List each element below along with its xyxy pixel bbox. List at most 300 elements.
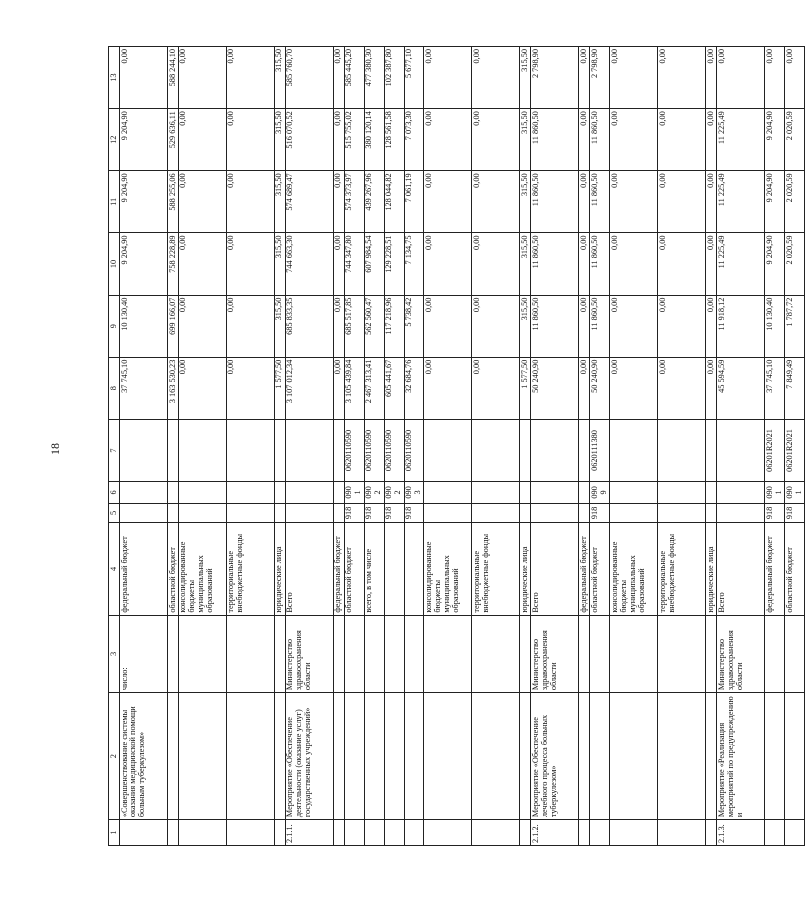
table-cell: 0,00	[226, 171, 274, 233]
table-cell	[404, 693, 424, 820]
table-cell: областной бюджет	[590, 523, 610, 616]
table-cell	[472, 820, 520, 846]
table-cell	[226, 419, 274, 481]
table-cell	[178, 503, 226, 522]
table-cell: территориальные внебюджетные фонды	[658, 523, 706, 616]
table-cell	[706, 503, 717, 522]
table-row	[168, 47, 179, 846]
table-cell: 0,00	[333, 233, 344, 295]
table-cell: 0902	[364, 482, 384, 504]
table-cell: 0903	[404, 482, 424, 504]
table-cell	[706, 693, 717, 820]
table-cell: 1 577,50	[520, 357, 531, 419]
table-cell: 0,00	[424, 171, 472, 233]
table-cell	[274, 693, 285, 820]
table-row	[364, 47, 384, 846]
table-cell	[424, 820, 472, 846]
table-row	[658, 47, 706, 846]
table-cell: 11 860,50	[590, 171, 610, 233]
table-cell: 0909	[590, 482, 610, 504]
table-cell: 0,00	[610, 233, 658, 295]
table-cell: 0,00	[579, 295, 590, 357]
table-cell: областной бюджет	[344, 523, 364, 616]
table-cell	[590, 693, 610, 820]
table-cell	[384, 820, 404, 846]
table-row	[344, 47, 364, 846]
table-cell: 315,50	[274, 171, 285, 233]
table-cell: 0,00	[226, 233, 274, 295]
table-cell	[610, 615, 658, 693]
table-cell: областной бюджет	[168, 523, 179, 616]
header-cell: 3	[109, 615, 120, 693]
table-cell: 2 020,59	[785, 171, 805, 233]
table-cell	[472, 615, 520, 693]
table-cell	[706, 419, 717, 481]
table-cell: областной бюджет	[785, 523, 805, 616]
table-cell: 574 689,47	[285, 171, 333, 233]
table-cell	[344, 693, 364, 820]
table-cell: территориальные внебюджетные фонды	[226, 523, 274, 616]
table-cell	[424, 615, 472, 693]
table-cell: 128 044,82	[384, 171, 404, 233]
table-cell: 2 020,59	[785, 233, 805, 295]
table-cell: 529 636,11	[168, 109, 179, 171]
table-cell: 11 860,50	[590, 109, 610, 171]
table-cell: 50 240,90	[590, 357, 610, 419]
table-cell: 588 244,10	[168, 47, 179, 109]
table-cell: 0,00	[785, 47, 805, 109]
table-cell: «Совершенствование системы оказания медицинской помощи больным туберкулезом»	[120, 693, 168, 820]
table-cell	[178, 693, 226, 820]
table-cell	[178, 419, 226, 481]
table-cell: 0902	[384, 482, 404, 504]
table-row	[610, 47, 658, 846]
table-cell	[226, 615, 274, 693]
table-cell: 0,00	[226, 357, 274, 419]
table-cell	[785, 820, 805, 846]
table-cell: 315,50	[274, 109, 285, 171]
table-cell: 2.1.1.	[285, 820, 333, 846]
table-cell: 315,50	[274, 295, 285, 357]
table-cell: 0,00	[658, 233, 706, 295]
table-cell: 0,00	[706, 109, 717, 171]
table-cell: 0,00	[706, 233, 717, 295]
table-cell	[520, 820, 531, 846]
table-cell	[178, 482, 226, 504]
table-cell: 11 225,49	[717, 171, 765, 233]
table-cell	[765, 615, 785, 693]
table-cell: 918	[765, 503, 785, 522]
table-cell: 0,00	[424, 233, 472, 295]
table-cell: 3 107 012,34	[285, 357, 333, 419]
table-cell: юридические лица	[706, 523, 717, 616]
table-row	[785, 47, 805, 846]
table-cell: Всего	[285, 523, 333, 616]
table-cell: 0901	[765, 482, 785, 504]
table-cell: 10 130,40	[765, 295, 785, 357]
table-cell	[472, 482, 520, 504]
table-cell: 0620111380	[590, 419, 610, 481]
table-cell: 918	[785, 503, 805, 522]
table-cell	[658, 820, 706, 846]
table-cell	[404, 820, 424, 846]
table-row	[706, 47, 717, 846]
table-cell	[706, 482, 717, 504]
table-cell: 5 677,10	[404, 47, 424, 109]
table-cell	[120, 482, 168, 504]
header-cell: 7	[109, 419, 120, 481]
table-cell	[168, 820, 179, 846]
table-cell	[274, 503, 285, 522]
table-cell: 0,00	[178, 357, 226, 419]
header-cell: 13	[109, 47, 120, 109]
table-cell: 1 577,50	[274, 357, 285, 419]
table-cell: 37 745,10	[765, 357, 785, 419]
table-cell	[226, 693, 274, 820]
table-cell: 1 787,72	[785, 295, 805, 357]
table-cell: 744 347,80	[344, 233, 364, 295]
table-cell: 477 380,30	[364, 47, 384, 109]
table-cell: 129 228,51	[384, 233, 404, 295]
table-cell	[658, 419, 706, 481]
table-cell	[344, 820, 364, 846]
table-cell: 607 984,54	[364, 233, 384, 295]
table-cell: юридические лица	[520, 523, 531, 616]
table-row	[765, 47, 785, 846]
table-cell: 2 467 313,41	[364, 357, 384, 419]
table-cell: 0,00	[472, 47, 520, 109]
table-cell: 3 163 530,23	[168, 357, 179, 419]
table-cell: 0,00	[658, 171, 706, 233]
table-cell: 515 755,02	[344, 109, 364, 171]
table-cell	[226, 482, 274, 504]
table-row	[404, 47, 424, 846]
table-cell: 2.1.2.	[531, 820, 579, 846]
table-cell: число:	[120, 615, 168, 693]
table-cell: 0,00	[424, 47, 472, 109]
table-cell	[579, 820, 590, 846]
table-cell: 0,00	[178, 47, 226, 109]
table-cell: 10 130,40	[120, 295, 168, 357]
table-cell	[717, 482, 765, 504]
header-cell: 8	[109, 357, 120, 419]
table-cell: 0,00	[120, 47, 168, 109]
table-cell: 0901	[344, 482, 364, 504]
table-cell	[226, 503, 274, 522]
table-cell	[579, 615, 590, 693]
table-cell	[424, 419, 472, 481]
table-cell	[333, 482, 344, 504]
table-cell: 0901	[785, 482, 805, 504]
table-row	[226, 47, 274, 846]
table-cell	[579, 693, 590, 820]
table-cell: 7 134,75	[404, 233, 424, 295]
table-cell: 315,50	[274, 233, 285, 295]
table-cell	[765, 693, 785, 820]
table-cell: 37 745,10	[120, 357, 168, 419]
table-cell: 2 798,90	[531, 47, 579, 109]
table-cell: 45 594,59	[717, 357, 765, 419]
table-cell	[520, 419, 531, 481]
table-cell	[765, 820, 785, 846]
table-cell	[404, 615, 424, 693]
table-cell	[344, 615, 364, 693]
table-row	[579, 47, 590, 846]
table-row	[285, 47, 333, 846]
header-row	[109, 47, 120, 846]
table-cell: 699 166,07	[168, 295, 179, 357]
table-cell: 605 441,67	[384, 357, 404, 419]
table-cell: 0,00	[658, 109, 706, 171]
table-cell: всего, в том числе	[364, 523, 384, 616]
table-cell: 918	[344, 503, 364, 522]
table-cell	[658, 482, 706, 504]
table-cell: консолидированные бюджеты муниципальных образований	[610, 523, 658, 616]
table-cell: 0,00	[472, 109, 520, 171]
table-cell	[364, 820, 384, 846]
table-cell	[590, 615, 610, 693]
table-cell: 0,00	[610, 171, 658, 233]
table-cell	[168, 482, 179, 504]
table-cell	[333, 820, 344, 846]
header-cell: 11	[109, 171, 120, 233]
table-cell: 0,00	[472, 233, 520, 295]
table-row	[717, 47, 765, 846]
table-cell	[717, 503, 765, 522]
table-cell: 11 860,50	[590, 295, 610, 357]
table-cell: 315,50	[520, 109, 531, 171]
table-cell: Министерство здравоохранения области	[531, 615, 579, 693]
table-cell: Министерство здравоохранения области	[285, 615, 333, 693]
table-cell: федеральный бюджет	[120, 523, 168, 616]
table-cell: 0,00	[579, 233, 590, 295]
table-cell: 2.1.3.	[717, 820, 765, 846]
table-cell	[472, 419, 520, 481]
table-cell: 11 225,49	[717, 109, 765, 171]
table-cell: 0,00	[333, 295, 344, 357]
table-cell	[472, 693, 520, 820]
table-cell: 0,00	[658, 47, 706, 109]
table-cell: 588 255,06	[168, 171, 179, 233]
table-cell	[579, 419, 590, 481]
table-cell	[404, 523, 424, 616]
table-cell: 0,00	[424, 357, 472, 419]
table-cell: 0,00	[658, 357, 706, 419]
table-cell: 11 860,50	[531, 109, 579, 171]
table-cell: 0,00	[178, 233, 226, 295]
table-cell: Всего	[717, 523, 765, 616]
table-cell: юридические лица	[274, 523, 285, 616]
table-cell: 117 218,96	[384, 295, 404, 357]
table-cell: 0,00	[579, 171, 590, 233]
table-cell	[333, 503, 344, 522]
table-cell: 0,00	[472, 171, 520, 233]
table-cell	[274, 820, 285, 846]
table-cell: 9 204,90	[120, 109, 168, 171]
table-cell: 0620110590	[344, 419, 364, 481]
table-cell: 0,00	[717, 47, 765, 109]
header-cell: 6	[109, 482, 120, 504]
table-cell	[274, 482, 285, 504]
header-cell: 4	[109, 523, 120, 616]
table-cell: 918	[364, 503, 384, 522]
table-cell: 102 387,80	[384, 47, 404, 109]
table-cell: 0,00	[178, 295, 226, 357]
table-cell: 06201R2021	[785, 419, 805, 481]
table-cell: 0,00	[226, 295, 274, 357]
table-cell: 9 204,90	[765, 109, 785, 171]
table-cell	[364, 615, 384, 693]
table-cell	[658, 503, 706, 522]
table-cell	[168, 615, 179, 693]
table-cell	[333, 615, 344, 693]
table-cell: Мероприятие «Реализация мероприятий по предупреждению и	[717, 693, 765, 820]
table-cell	[531, 419, 579, 481]
table-cell: 11 860,50	[531, 295, 579, 357]
table-cell	[168, 503, 179, 522]
header-cell: 1	[109, 820, 120, 846]
table-cell: 574 373,97	[344, 171, 364, 233]
table-row	[178, 47, 226, 846]
table-cell: 2 798,90	[590, 47, 610, 109]
table-cell: 585 760,70	[285, 47, 333, 109]
table-cell: Мероприятие «Обеспечение лечебного процесса больных туберкулезом»	[531, 693, 579, 820]
table-cell	[706, 820, 717, 846]
table-cell: 0,00	[333, 47, 344, 109]
table-cell: 0620110590	[404, 419, 424, 481]
table-cell: 11 225,49	[717, 233, 765, 295]
table-cell	[520, 615, 531, 693]
table-cell	[717, 419, 765, 481]
table-cell: 0,00	[610, 357, 658, 419]
header-cell: 5	[109, 503, 120, 522]
table-cell: 0,00	[579, 357, 590, 419]
table-cell: 758 228,89	[168, 233, 179, 295]
rotated-table-wrapper	[108, 46, 803, 846]
table-cell: 744 663,30	[285, 233, 333, 295]
table-cell	[658, 615, 706, 693]
header-cell: 10	[109, 233, 120, 295]
table-cell	[274, 615, 285, 693]
table-cell: 0,00	[333, 171, 344, 233]
table-cell: 315,50	[274, 47, 285, 109]
table-cell: 11 918,12	[717, 295, 765, 357]
table-cell	[706, 615, 717, 693]
page-number: 18	[48, 443, 62, 455]
table-cell	[424, 503, 472, 522]
table-cell: 0,00	[472, 295, 520, 357]
table-cell	[120, 820, 168, 846]
table-cell: 7 073,30	[404, 109, 424, 171]
table-cell	[226, 820, 274, 846]
table-cell: 0,00	[706, 47, 717, 109]
table-cell: Мероприятие «Обеспечение деятельности (оказание услуг) государственных учреждений»	[285, 693, 333, 820]
table-cell	[610, 693, 658, 820]
table-cell	[333, 419, 344, 481]
budget-table	[108, 46, 805, 846]
table-cell	[610, 820, 658, 846]
table-cell: 9 204,90	[120, 233, 168, 295]
table-cell	[520, 693, 531, 820]
table-cell: 380 120,14	[364, 109, 384, 171]
table-cell: 7 061,19	[404, 171, 424, 233]
table-cell	[285, 419, 333, 481]
table-row	[472, 47, 520, 846]
table-cell: федеральный бюджет	[765, 523, 785, 616]
table-cell: 50 240,90	[531, 357, 579, 419]
table-cell: 918	[384, 503, 404, 522]
table-cell: 0620110590	[364, 419, 384, 481]
table-cell: 9 204,90	[765, 233, 785, 295]
table-cell: 918	[404, 503, 424, 522]
table-cell: 0,00	[424, 295, 472, 357]
table-cell: 11 860,50	[531, 171, 579, 233]
table-row	[424, 47, 472, 846]
table-cell	[178, 615, 226, 693]
table-body	[120, 47, 805, 846]
table-cell: 0,00	[424, 109, 472, 171]
table-cell: 685 517,85	[344, 295, 364, 357]
table-cell	[579, 503, 590, 522]
header-cell: 9	[109, 295, 120, 357]
table-cell: 9 204,90	[120, 171, 168, 233]
table-cell	[785, 693, 805, 820]
table-cell: 315,50	[520, 171, 531, 233]
table-cell: 0,00	[178, 171, 226, 233]
table-cell: 0,00	[333, 357, 344, 419]
table-cell: 0,00	[579, 109, 590, 171]
table-cell	[785, 615, 805, 693]
header-cell: 12	[109, 109, 120, 171]
table-cell: 315,50	[520, 233, 531, 295]
table-cell: 0,00	[472, 357, 520, 419]
table-cell: 585 445,20	[344, 47, 364, 109]
table-cell: 7 849,49	[785, 357, 805, 419]
table-cell: федеральный бюджет	[579, 523, 590, 616]
table-cell	[520, 482, 531, 504]
table-cell: 0,00	[765, 47, 785, 109]
table-cell: 5 738,42	[404, 295, 424, 357]
table-cell: 0,00	[610, 295, 658, 357]
table-cell: 0,00	[178, 109, 226, 171]
table-cell: 0,00	[226, 47, 274, 109]
table-cell	[610, 503, 658, 522]
table-cell: 9 204,90	[765, 171, 785, 233]
table-cell	[531, 482, 579, 504]
table-cell: Министерство здравоохранения области	[717, 615, 765, 693]
table-cell	[658, 693, 706, 820]
table-cell: 0,00	[579, 47, 590, 109]
table-cell: 0,00	[706, 171, 717, 233]
table-cell: 315,50	[520, 47, 531, 109]
table-cell	[120, 503, 168, 522]
table-cell: 0,00	[658, 295, 706, 357]
table-cell	[579, 482, 590, 504]
table-cell	[274, 419, 285, 481]
table-cell	[333, 693, 344, 820]
table-cell	[424, 482, 472, 504]
table-cell	[384, 523, 404, 616]
table-cell: 562 560,47	[364, 295, 384, 357]
table-cell: консолидированные бюджеты муниципальных образований	[178, 523, 226, 616]
table-cell: 315,50	[520, 295, 531, 357]
table-cell	[168, 419, 179, 481]
table-cell: 0620110590	[384, 419, 404, 481]
table-row	[531, 47, 579, 846]
table-cell	[610, 482, 658, 504]
table-cell: 685 833,35	[285, 295, 333, 357]
table-cell: 128 561,58	[384, 109, 404, 171]
